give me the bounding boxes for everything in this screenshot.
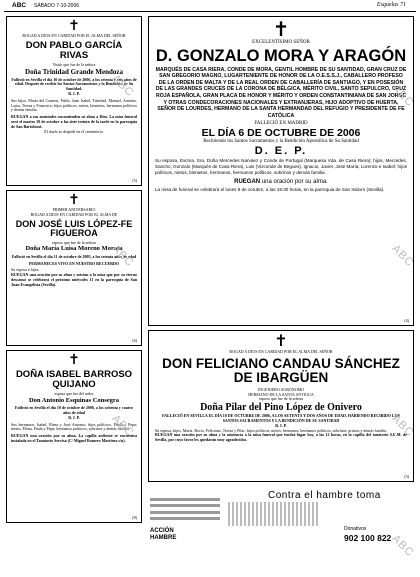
date-of-death: EL DÍA 6 DE OCTUBRE DE 2006 [201,126,361,139]
issue-date: SÁBADO 7-10-2006 [34,3,80,9]
watermark: ABC [109,412,137,440]
cross-icon: ✝ [68,19,80,34]
brotherhood-line: HERMANO DE LA SANTA ANTIGUA [248,391,314,397]
deceased-name: DON FELICIANO CANDAU SÁNCHEZ DE IBARGÜEN [162,355,400,386]
titles-list: MARQUÉS DE CASA RIERA, CONDE DE MORA, GENTIL HOMBRE DE SU SANTIDAD, GRAN CRUZ DE SAN GREGORIO MAGNO, LUGARTENIENTE DE HONOR DE LA O.E.S.S.J., CABALLERO PROFESO DE LA ORDEN DE MALTA Y DE LA REAL ORDEN DE CABALLERÍA DE SANTIAGO, Y EN POSESIÓN DE LAS GRANDES CRUCES DE LA CORONA DE BÉLGICA, MÉRITO CIVIL, SANTO SEPULCRO, CRUZ ROJA ESPAÑOLA, GRAN PLACA DE HONOR Y MÉRITO Y ORDEN CONSTANTINIANA DE SAN JORGE Y OTRAS CONDECORACIONES NACIONALES Y EXTRANJERAS, HIJO ADOPTIVO DE HUERTA, SEÑOR DE LOURDES, HERMANO DE LA SANTA HERMANDAD DEL REFUGIO Y PRESIDENTE DE FE CATÓLICA [155,66,407,119]
watermark: ABC [389,242,417,270]
reference-number: (3) [404,474,409,479]
prayer-request: RUEGAN a sus amistades encomienden su alma a Dios. La misa funeral será el martes 10 de octubre a las siete treinta de la tarde en la parroquia de San Bartolomé. [11,114,137,129]
watermark: ABC [109,72,137,100]
relation-line: esposa que fue del señor [54,391,94,396]
ad-brand: ACCIÓN HAMBRE [150,528,177,541]
rip-line: D. E. P. [254,144,308,157]
profession-line: INGENIERO AGRÓNOMO [257,386,305,392]
watermark: ABC [389,82,417,110]
family-list: Sus hermanos: Isabel, Elena y José Antonio; hijos políticos, Pablo y Pepa; nietos, Elena, Paula y Pepa; hermanos políticos, sobrinos y demás familia. [11,421,137,432]
cross-icon: ✝ [68,193,80,208]
obituary-isabel-barroso [6,350,142,523]
cross-icon: ✝ [274,333,288,350]
deceased-name: D. GONZALO MORA Y ARAGÓN [155,46,407,65]
ad-phone: 902 100 822 [344,533,392,543]
reference-number: (8) [132,515,137,520]
cross-icon: ✝ [272,19,290,41]
obituary-pablo-garcia [6,16,142,186]
ad-phone-label: Donativos [344,526,367,532]
hunger-advertisement [148,488,414,550]
reference-number: (5) [132,178,137,183]
rip-line: R. I. P. [68,90,80,96]
relation-line: esposo que fue de la señora [52,239,96,245]
family-list: Su esposa; hijos, Marta, Rocío, Feliciano, Teresa y Pilar; hijos políticos, nietos, hermanos, hermanos políticos, sobrinos, primos y demás familia. [155,427,387,433]
reference-number: (6) [132,338,137,343]
reference-number: (4) [404,318,409,323]
death-notice: Falleció en Sevilla el día 10 de octubre de 2006, a los ochenta y cuatro años de edad [15,405,133,416]
prayer-label: RUEGAN [234,178,261,185]
prayer-heading: ROGAD A DIOS EN CARIDAD POR EL ALMA DEL SEÑOR [22,33,126,38]
anniversary-heading: PRIMER ANIVERSARIO [52,207,96,212]
watermark: ABC [109,242,137,270]
relation-line: esposo que fue de la señora [259,396,303,402]
prayer-request: RUEGAN una oración por su alma y asistan a la misa que por su eterno descanso se celebrará el próximo miércoles 11 en la parroquia de San Juan Evangelista (Sevilla). [11,272,137,287]
obituary-gonzalo-mora [148,16,414,326]
deceased-name: DON JOSÉ LUIS LÓPEZ-FE FIGUEROA [15,218,133,239]
prayer-request: RUEGAN una oración por su alma y la asistencia a la misa funeral que tendrá lugar hoy, a las 12 horas, en la capilla del tanatorio S.E.M. de Sevilla, por cuyo favor les quedarán muy agradecidos. [155,432,407,443]
obituary-jose-luis-lopez [6,190,142,346]
sacraments-line: Recibiendo los Santos Sacramentos y la Bendición Apostólica de Su Santidad [203,138,359,144]
prayer-heading: ROGAD A DIOS EN CARIDAD POR EL ALMA DEL SEÑOR [229,349,333,354]
ad-headline: Contra el hambre toma [268,490,381,501]
spouse-name: Doña Trinidad Grande Mendoza [25,67,123,76]
spouse-name: Don Antonio Esquinas Consegra [28,396,120,404]
watermark: ABC [389,532,417,560]
ad-logo-strip [150,496,220,522]
section-label: Esquelas 71 [376,2,406,8]
deceased-name: DOÑA ISABEL BARROSO QUIJANO [15,369,133,390]
place-of-death: FALLECIÓ EN MADRID [254,121,308,127]
newspaper-logo: ABC [12,2,27,9]
ad-image [228,502,318,526]
page-header [4,2,416,12]
note-line: El duelo se despide en el cementerio. [44,128,104,134]
death-notice: Falleció en Sevilla el día 10 de octubre de 2006, a los setenta y seis años de edad. Después de recibir los Santos Sacramentos y la Bendición de Su Santidad. [11,76,137,92]
honorific: EXCELENTÍSIMO SEÑOR [252,40,310,45]
death-notice: FALLECIÓ EN SEVILLA EL DÍA 10 DE OCTUBRE DE 2006, A LOS SETENTA Y DOS AÑOS DE EDAD, HABIENDO RECIBIDO LOS SANTOS SACRAMENTOS Y LA BENDICIÓN DE SU SANTIDAD [162,413,400,423]
spouse-name: Doña Pilar del Pino López de Onivero [200,402,362,414]
family-list: Su esposa, Excma. Sra. Doña Mercedes Narváez y Conde de Portugal (Marquesa Vda. de Casa Riera); hijos, Mercedes, Sancho, Gonzalo (Marqués de Casa Riera), Luis (Vizconde de Begues), Ignacio, Javier, José María, Lorenzo e Isabel; hijos políticos, nietos, bisnietos, hermanos, hermanos políticos, sobrinos y demás familia. [155,157,407,175]
spouse-name: Doña María Luisa Moreno Morata [25,245,123,253]
prayer-text: una oración por su alma. [261,178,328,185]
memorial-line: PERMANECES VIVO EN NUESTRO RECUERDO [28,260,120,266]
family-list: Su esposa e hijos. [11,267,40,273]
rip-line: R. I. P. [68,414,80,420]
prayer-request [155,179,407,185]
obituary-feliciano-candau [148,330,414,482]
prayer-request: RUEGAN una oración por su alma. La capilla ardiente se encuentra instalada en el Tanatorio Servisa (C/ Miguel Romero Martínez s/n). [11,433,137,444]
cross-icon: ✝ [68,353,80,368]
family-list: Sus hijos, María del Carmen, Pablo, Juan Isabel, Trinidad, Manuel, Antonio, Luisa, Teresa y Francisco; hijos políticos, nietos, bisnietos, hermanos políticos y demás familia. [11,97,137,113]
deceased-name: DON PABLO GARCÍA RIVAS [25,39,123,61]
prayer-heading: ROGAD A DIOS EN CARIDAD POR EL ALMA DE [30,211,118,217]
relation-line: Viudo que fue de la señora [52,61,96,67]
death-notice: Falleció en Sevilla el día 11 de octubre de 2005, a los setenta años de edad [11,253,137,259]
rip-line: R. I. P. [275,422,287,428]
mass-notice: La misa de funeral se celebrará el lunes 9 de octubre, a las 19:30 horas, en la parroquia de San Isidoro (Sevilla). [155,186,385,192]
watermark: ABC [389,412,417,440]
